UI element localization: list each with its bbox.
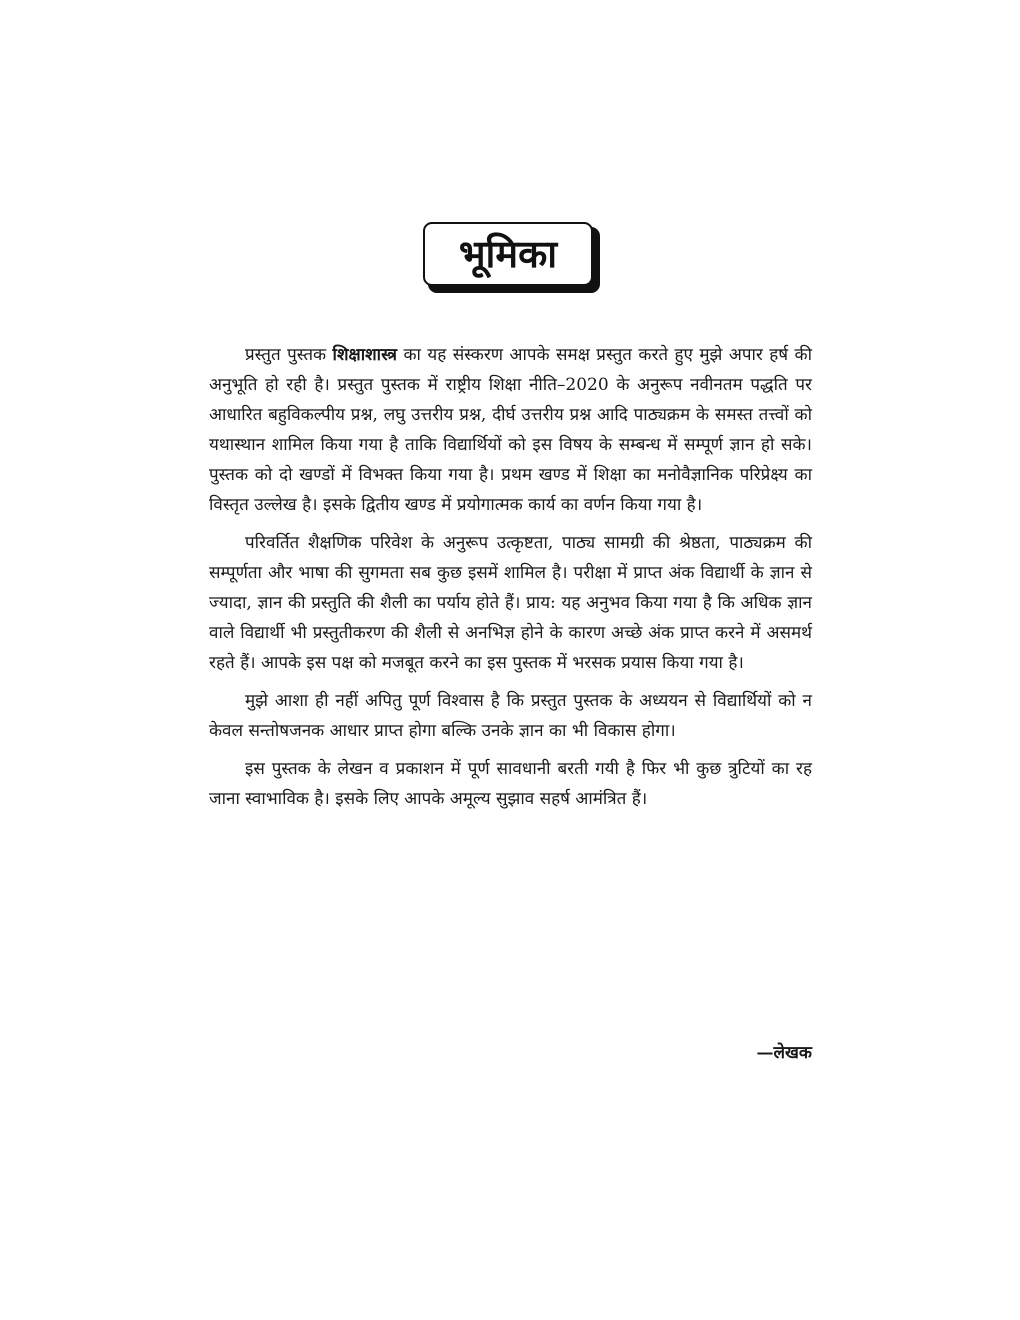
book-name: शिक्षाशास्त्र (332, 345, 398, 365)
title-frame (423, 222, 599, 292)
paragraph-4: इस पुस्तक के लेखन व प्रकाशन में पूर्ण सावधानी बरती गयी है फिर भी कुछ त्रुटियों का रह जाना स्वाभाविक है। इसके लिए आपके अमूल्य सुझाव सहर्ष आमंत्रित हैं। (209, 759, 812, 809)
preface-body (209, 340, 812, 822)
paragraph-1-lead: प्रस्तुत पुस्तक (245, 345, 333, 365)
title-box (423, 222, 593, 286)
paragraph-1-rest: का यह संस्करण आपके समक्ष प्रस्तुत करते हुए मुझे अपार हर्ष की अनुभूति हो रही है। प्रस्तुत पुस्तक में राष्ट्रीय शिक्षा नीति–2020 के अनुरूप नवीनतम पद्धति पर आधारित बहुविकल्पीय प्रश्न, लघु उत्तरीय प्रश्न, दीर्घ उत्तरीय प्रश्न आदि पाठ्यक्रम के समस्त तत्त्वों को यथास्थान शामिल किया गया है ताकि विद्यार्थियों को इस विषय के सम्बन्ध में सम्पूर्ण ज्ञान हो सके। पुस्तक को दो खण्डों में विभक्त किया गया है। प्रथम खण्ड में शिक्षा का मनोवैज्ञानिक परिप्रेक्ष्य का विस्तृत उल्लेख है। इसके द्वितीय खण्ड में प्रयोगात्मक कार्य का वर्णन किया गया है। (209, 345, 812, 515)
paragraph-3: मुझे आशा ही नहीं अपितु पूर्ण विश्वास है कि प्रस्तुत पुस्तक के अध्ययन से विद्यार्थियों को न केवल सन्तोषजनक आधार प्राप्त होगा बल्कि उनके ज्ञान का भी विकास होगा। (209, 691, 812, 741)
paragraph-1 (209, 340, 812, 520)
paragraph-2: परिवर्तित शैक्षणिक परिवेश के अनुरूप उत्कृष्टता, पाठ्य सामग्री की श्रेष्ठता, पाठ्यक्रम की सम्पूर्णता और भाषा की सुगमता सब कुछ इसमें शामिल है। परीक्षा में प्राप्त अंक विद्यार्थी के ज्ञान से ज्यादा, ज्ञान की प्रस्तुति की शैली का पर्याय होते हैं। प्राय: यह अनुभव किया गया है कि अधिक ज्ञान वाले विद्यार्थी भी प्रस्तुतीकरण की शैली से अनभिज्ञ होने के कारण अच्छे अंक प्राप्त करने में असमर्थ रहते हैं। आपके इस पक्ष को मजबूत करने का इस पुस्तक में भरसक प्रयास किया गया है। (209, 533, 812, 673)
page-title: भूमिका (458, 232, 558, 276)
author-signature: —लेखक (756, 1043, 812, 1063)
